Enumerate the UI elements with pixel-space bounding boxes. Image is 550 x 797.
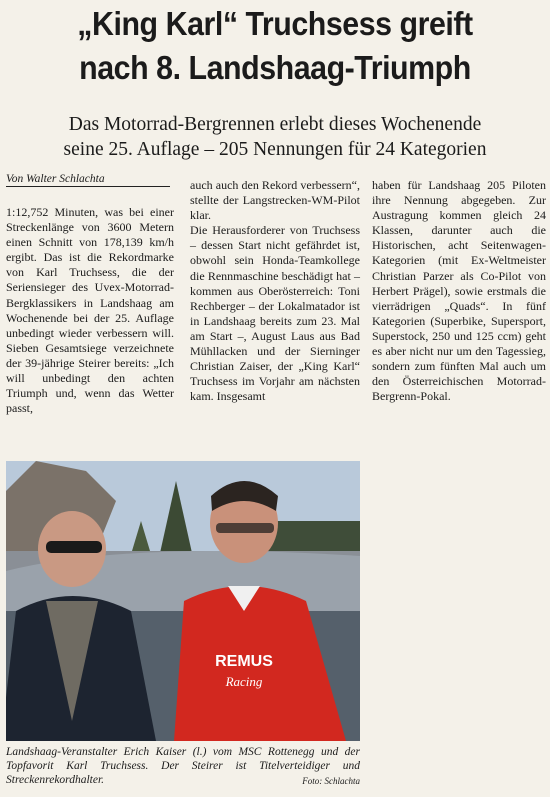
article-column-1 [6,205,174,416]
column-3-text: haben für Landshaag 205 Piloten ihre Nennung abgegeben. Zur Austragung kommen gleich 24 Klassen, darunter auch die Historischen, acht Seitenwagen-Kategorien (mit Ex-Weltmeister Christian Parzer als Co-Pilot von Herbert Prägel), sowie erstmals die vierrädrigen „Quads“. In fünf Kategorien (Superbike, Supersport, Superstock, 250 und 125 ccm) geht es aber nicht nur um den Tagessieg, sondern zum fünften Mal auch um den Österreichischen Motorrad-Bergrenn-Pokal. [372,178,546,404]
headline-line-2: nach 8. Landshaag-Triumph [79,49,471,86]
column-1-text: 1:12,752 Minuten, was bei einer Streckenlänge von 3600 Metern einen Schnitt von 178,139 km/h ergibt. Das ist die Rekordmarke von Karl Truchsess, die der Seriensieger des Uvex-Motorrad-Bergklassikers in Landshaag am Wochenende bei der 25. Auflage unbedingt wieder verbessern will. Sieben Gesamtsiege verzeichnete der 39-jährige Steirer bereits: „Ich will unbedingt den achten Triumph und, wenn das Wetter passt, [6,205,174,416]
subhead-line-1: Das Motorrad-Bergrennen erlebt dieses Wochenende [68,114,482,135]
photo-illustration [6,461,360,741]
byline: Von Walter Schlachta [6,173,170,187]
shirt-brand-text: REMUS [215,653,273,670]
column-2-text-b: Die Herausforderer von Truchsess – dessen Start nicht gefährdet ist, obwohl sein Honda-Teamkollege die Rennmaschine beschädigt hat – kommen aus Oberösterreich: Toni Rechberger – der Lokalmatador ist in Landshaag bereits zum 23. Mal am Start –, August Laus aus Bad Mühllacken und der Sierninger Christian Zaiser, der „King Karl“ Truchsess im Vorjahr am nächsten kam. Insgesamt [190,223,360,404]
shirt-script-text: Racing [225,674,263,689]
article-column-2 [190,178,360,404]
column-2-text-a: auch auch den Rekord verbessern“, stellte der Langstrecken-WM-Pilot klar. [190,178,360,223]
caption-text: Landshaag-Veranstalter Erich Kaiser (l.) vom MSC Rottenegg und der Topfavorit Karl Truchsess. Der Steirer ist Titelverteidiger und Streckenrekordhalter. [6,746,360,786]
photo-credit: Foto: Schlachta [302,776,360,786]
article-column-3 [372,178,546,404]
headline [22,2,528,90]
subhead-line-2: seine 25. Auflage – 205 Nennungen für 24 Kategorien [63,139,487,160]
news-photo [6,461,360,741]
subheadline [0,112,550,162]
photo-caption [6,745,360,788]
headline-line-1: „King Karl“ Truchsess greift [77,5,473,42]
